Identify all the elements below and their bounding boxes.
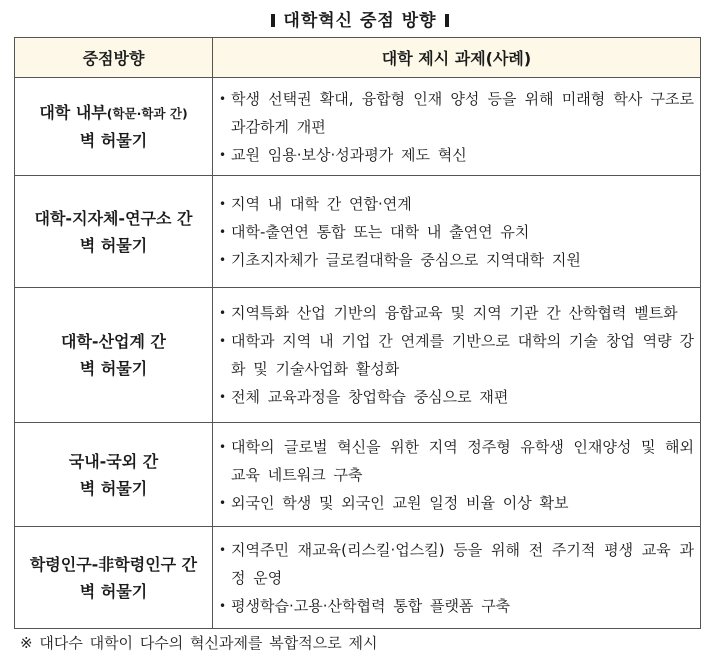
- direction-line2: 벽 허물기: [79, 581, 148, 601]
- table-row: [15, 176, 701, 288]
- tasks-cell: [213, 288, 701, 423]
- direction-cell: [15, 423, 213, 527]
- task-item: • 평생학습·고용·산학협력 통합 플랫폼 구축: [219, 592, 694, 620]
- task-item: • 지역 내 대학 간 연합·연계: [219, 190, 694, 218]
- direction-cell: [15, 78, 213, 176]
- table-row: [15, 423, 701, 527]
- direction-line2: 벽 허물기: [79, 478, 148, 498]
- tasks-cell: [213, 78, 701, 176]
- tasks-cell: [213, 423, 701, 527]
- task-item: • 지역주민 재교육(리스킬·업스킬) 등을 위해 전 주기적 평생 교육 과정 운영: [219, 536, 694, 592]
- direction-cell: [15, 176, 213, 288]
- task-item: • 학생 선택권 확대, 융합형 인재 양성 등을 위해 미래형 학사 구조로 과감하게 개편: [219, 85, 694, 141]
- title-text: 대학혁신 중점 방향: [283, 11, 437, 31]
- header-tasks: 대학 제시 과제(사례): [213, 38, 701, 78]
- table-row: [15, 288, 701, 423]
- title-bar-right: [445, 14, 449, 27]
- task-item: • 교원 임용·보상·성과평가 제도 혁신: [219, 141, 694, 169]
- direction-main: 국내-국외 간: [68, 451, 159, 471]
- title-bar-left: [271, 14, 275, 27]
- task-item: • 전체 교육과정을 창업학습 중심으로 재편: [219, 383, 694, 411]
- task-item: • 대학과 지역 내 기업 간 연계를 기반으로 대학의 기술 창업 역량 강화 및 기술사업화 활성화: [219, 327, 694, 383]
- table-row: [15, 78, 701, 176]
- direction-main: 대학-지자체-연구소 간: [34, 208, 193, 228]
- header-direction: 중점방향: [15, 38, 213, 78]
- direction-line2: 벽 허물기: [79, 359, 148, 378]
- task-item: • 외국인 학생 및 외국인 교원 일정 비율 이상 확보: [219, 489, 694, 517]
- footnote: ※ 대다수 대학이 다수의 혁신과제를 복합적으로 제시: [20, 634, 378, 652]
- direction-sub: (학문·학과 간): [106, 106, 188, 121]
- direction-line2: 벽 허물기: [79, 235, 148, 255]
- table-header-row: [15, 38, 701, 78]
- direction-main: 대학 내부: [39, 103, 107, 122]
- direction-cell: [15, 288, 213, 423]
- innovation-table: [14, 37, 701, 629]
- table-row: [15, 527, 701, 629]
- tasks-cell: [213, 176, 701, 288]
- direction-main: 학령인구-非학령인구 간: [29, 554, 198, 574]
- direction-main: 대학-산업계 간: [61, 332, 166, 351]
- tasks-cell: [213, 527, 701, 629]
- direction-cell: [15, 527, 213, 629]
- document-title: [0, 6, 720, 31]
- task-item: • 지역특화 산업 기반의 융합교육 및 지역 기관 간 산학협력 벨트화: [219, 299, 694, 327]
- task-item: • 대학-출연연 통합 또는 대학 내 출연연 유치: [219, 218, 694, 246]
- task-item: • 대학의 글로벌 혁신을 위한 지역 정주형 유학생 인재양성 및 해외 교육 네트워크 구축: [219, 433, 694, 489]
- task-item: • 기초지자체가 글로컬대학을 중심으로 지역대학 지원: [219, 246, 694, 274]
- direction-line2: 벽 허물기: [79, 131, 148, 150]
